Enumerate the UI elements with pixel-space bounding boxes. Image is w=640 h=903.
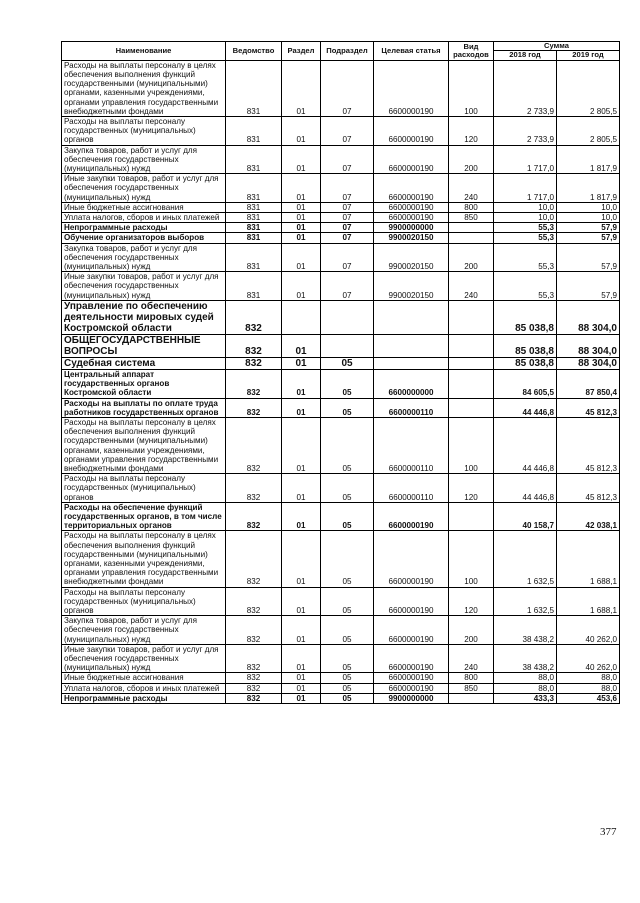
row-vedomstvo-cell: 832: [226, 502, 282, 531]
row-podrazdel-cell: 05: [321, 673, 374, 683]
row-expense-type-cell: 850: [449, 213, 494, 223]
table-row: [62, 369, 620, 398]
row-sum-2018-cell: 85 038,8: [494, 300, 557, 334]
row-sum-2019-cell: 45 812,3: [557, 474, 620, 503]
row-vedomstvo-cell: 832: [226, 683, 282, 693]
row-expense-type-cell: [449, 398, 494, 417]
row-vedomstvo-cell: 831: [226, 174, 282, 203]
row-sum-2019-cell: 40 262,0: [557, 644, 620, 673]
row-sum-2018-cell: 433,3: [494, 693, 557, 703]
row-sum-2018-cell: 88,0: [494, 673, 557, 683]
table-row: [62, 357, 620, 369]
row-podrazdel-cell: 07: [321, 272, 374, 301]
row-razdel-cell: 01: [282, 117, 321, 146]
row-sum-2018-cell: 1 717,0: [494, 145, 557, 174]
row-sum-2018-cell: 10,0: [494, 213, 557, 223]
row-name-cell: Иные закупки товаров, работ и услуг для обеспечения государственных (муниципальных) нужд: [62, 174, 226, 203]
row-expense-type-cell: 120: [449, 474, 494, 503]
row-name-cell: Расходы на выплаты персоналу государственных (муниципальных) органов: [62, 117, 226, 146]
row-sum-2019-cell: 88,0: [557, 673, 620, 683]
table-row: [62, 213, 620, 223]
row-expense-type-cell: 100: [449, 531, 494, 587]
row-podrazdel-cell: 07: [321, 145, 374, 174]
row-name-cell: Управление по обеспечению деятельности мировых судей Костромской области: [62, 300, 226, 334]
row-target-article-cell: 6600000190: [374, 673, 449, 683]
row-target-article-cell: [374, 300, 449, 334]
row-podrazdel-cell: 05: [321, 357, 374, 369]
row-name-cell: Закупка товаров, работ и услуг для обеспечения государственных (муниципальных) нужд: [62, 145, 226, 174]
row-podrazdel-cell: 07: [321, 174, 374, 203]
row-target-article-cell: 6600000190: [374, 587, 449, 616]
row-sum-2018-cell: 40 158,7: [494, 502, 557, 531]
row-vedomstvo-cell: 832: [226, 531, 282, 587]
row-sum-2019-cell: 2 805,5: [557, 117, 620, 146]
row-sum-2019-cell: 40 262,0: [557, 616, 620, 645]
row-sum-2019-cell: 10,0: [557, 202, 620, 212]
row-name-cell: Непрограммные расходы: [62, 693, 226, 703]
table-row: [62, 644, 620, 673]
header-razdel: Раздел: [282, 42, 321, 61]
row-podrazdel-cell: 07: [321, 60, 374, 116]
row-sum-2019-cell: 1 688,1: [557, 587, 620, 616]
row-sum-2018-cell: 38 438,2: [494, 644, 557, 673]
row-name-cell: Иные закупки товаров, работ и услуг для обеспечения государственных (муниципальных) нужд: [62, 272, 226, 301]
row-name-cell: Центральный аппарат государственных органов Костромской области: [62, 369, 226, 398]
row-razdel-cell: 01: [282, 357, 321, 369]
row-razdel-cell: 01: [282, 223, 321, 233]
row-target-article-cell: 6600000190: [374, 145, 449, 174]
row-sum-2018-cell: 55,3: [494, 272, 557, 301]
table-row: [62, 587, 620, 616]
row-sum-2018-cell: 38 438,2: [494, 616, 557, 645]
row-vedomstvo-cell: 832: [226, 369, 282, 398]
row-razdel-cell: 01: [282, 644, 321, 673]
row-sum-2019-cell: 1 688,1: [557, 531, 620, 587]
row-sum-2018-cell: 1 632,5: [494, 587, 557, 616]
row-sum-2019-cell: 10,0: [557, 213, 620, 223]
header-year-2018: 2018 год: [494, 51, 557, 60]
row-podrazdel-cell: 05: [321, 644, 374, 673]
row-expense-type-cell: 240: [449, 272, 494, 301]
row-vedomstvo-cell: 831: [226, 223, 282, 233]
row-podrazdel-cell: 05: [321, 587, 374, 616]
row-razdel-cell: 01: [282, 474, 321, 503]
row-vedomstvo-cell: 831: [226, 272, 282, 301]
row-podrazdel-cell: 07: [321, 233, 374, 243]
row-name-cell: Расходы на выплаты персоналу в целях обеспечения выполнения функций государственными (муниципальными) органами, казенными учреждениями, органами управления государственными внебюджетными фондами: [62, 417, 226, 473]
row-target-article-cell: 6600000110: [374, 474, 449, 503]
row-sum-2019-cell: 1 817,9: [557, 145, 620, 174]
row-expense-type-cell: 240: [449, 174, 494, 203]
budget-table: [61, 41, 620, 704]
row-sum-2019-cell: 88 304,0: [557, 334, 620, 357]
row-target-article-cell: [374, 357, 449, 369]
table-row: [62, 334, 620, 357]
row-expense-type-cell: 120: [449, 587, 494, 616]
row-razdel-cell: 01: [282, 587, 321, 616]
table-row: [62, 693, 620, 703]
table-row: [62, 60, 620, 116]
row-expense-type-cell: 200: [449, 616, 494, 645]
header-year-2019: 2019 год: [557, 51, 620, 60]
row-expense-type-cell: [449, 693, 494, 703]
row-sum-2018-cell: 85 038,8: [494, 357, 557, 369]
row-target-article-cell: 9900000000: [374, 223, 449, 233]
row-podrazdel-cell: 07: [321, 243, 374, 272]
row-sum-2019-cell: 45 812,3: [557, 417, 620, 473]
row-name-cell: Расходы на выплаты по оплате труда работников государственных органов: [62, 398, 226, 417]
row-podrazdel-cell: 07: [321, 213, 374, 223]
row-sum-2018-cell: 10,0: [494, 202, 557, 212]
row-podrazdel-cell: 05: [321, 616, 374, 645]
row-vedomstvo-cell: 832: [226, 300, 282, 334]
table-row: [62, 243, 620, 272]
row-razdel-cell: 01: [282, 272, 321, 301]
row-name-cell: Расходы на выплаты персоналу государственных (муниципальных) органов: [62, 474, 226, 503]
row-vedomstvo-cell: 831: [226, 60, 282, 116]
row-sum-2019-cell: 57,9: [557, 233, 620, 243]
row-expense-type-cell: 200: [449, 145, 494, 174]
row-sum-2018-cell: 44 446,8: [494, 417, 557, 473]
row-target-article-cell: 9900000000: [374, 693, 449, 703]
row-name-cell: Непрограммные расходы: [62, 223, 226, 233]
row-razdel-cell: 01: [282, 683, 321, 693]
row-podrazdel-cell: 05: [321, 531, 374, 587]
row-sum-2019-cell: 57,9: [557, 272, 620, 301]
row-vedomstvo-cell: 831: [226, 202, 282, 212]
row-sum-2018-cell: 55,3: [494, 243, 557, 272]
row-name-cell: Расходы на обеспечение функций государственных органов, в том числе территориальных органов: [62, 502, 226, 531]
row-target-article-cell: 6600000000: [374, 369, 449, 398]
row-sum-2018-cell: 2 733,9: [494, 60, 557, 116]
table-row: [62, 616, 620, 645]
row-target-article-cell: 6600000190: [374, 174, 449, 203]
row-sum-2018-cell: 84 605,5: [494, 369, 557, 398]
row-sum-2019-cell: 42 038,1: [557, 502, 620, 531]
row-sum-2019-cell: 1 817,9: [557, 174, 620, 203]
table-row: [62, 145, 620, 174]
row-expense-type-cell: 240: [449, 644, 494, 673]
row-expense-type-cell: 200: [449, 243, 494, 272]
row-target-article-cell: 9900020150: [374, 243, 449, 272]
row-expense-type-cell: 120: [449, 117, 494, 146]
row-expense-type-cell: [449, 233, 494, 243]
row-podrazdel-cell: 05: [321, 502, 374, 531]
row-vedomstvo-cell: 832: [226, 357, 282, 369]
header-target-article: Целевая статья: [374, 42, 449, 61]
row-sum-2019-cell: 453,6: [557, 693, 620, 703]
row-razdel-cell: 01: [282, 417, 321, 473]
row-target-article-cell: 6600000110: [374, 417, 449, 473]
table-row: [62, 474, 620, 503]
row-vedomstvo-cell: 832: [226, 474, 282, 503]
row-razdel-cell: 01: [282, 369, 321, 398]
row-expense-type-cell: [449, 334, 494, 357]
row-podrazdel-cell: 05: [321, 693, 374, 703]
table-row: [62, 683, 620, 693]
row-sum-2018-cell: 1 632,5: [494, 531, 557, 587]
row-name-cell: Иные бюджетные ассигнования: [62, 673, 226, 683]
row-razdel-cell: 01: [282, 334, 321, 357]
row-razdel-cell: 01: [282, 202, 321, 212]
table-row: [62, 202, 620, 212]
table-row: [62, 272, 620, 301]
table-row: [62, 300, 620, 334]
header-summa: Сумма: [494, 42, 620, 51]
table-row: [62, 673, 620, 683]
row-razdel-cell: 01: [282, 673, 321, 683]
table-row: [62, 117, 620, 146]
table-row: [62, 223, 620, 233]
row-sum-2019-cell: 88 304,0: [557, 300, 620, 334]
row-razdel-cell: [282, 300, 321, 334]
row-expense-type-cell: [449, 300, 494, 334]
row-podrazdel-cell: 05: [321, 683, 374, 693]
row-sum-2019-cell: 57,9: [557, 223, 620, 233]
row-target-article-cell: 6600000190: [374, 644, 449, 673]
table-row: [62, 398, 620, 417]
row-vedomstvo-cell: 832: [226, 417, 282, 473]
row-podrazdel-cell: 07: [321, 117, 374, 146]
row-name-cell: Расходы на выплаты персоналу государственных (муниципальных) органов: [62, 587, 226, 616]
row-name-cell: Иные бюджетные ассигнования: [62, 202, 226, 212]
row-vedomstvo-cell: 832: [226, 334, 282, 357]
row-razdel-cell: 01: [282, 145, 321, 174]
row-sum-2018-cell: 44 446,8: [494, 398, 557, 417]
row-expense-type-cell: [449, 223, 494, 233]
table-row: [62, 174, 620, 203]
row-target-article-cell: 6600000190: [374, 616, 449, 645]
row-expense-type-cell: 850: [449, 683, 494, 693]
row-name-cell: Расходы на выплаты персоналу в целях обеспечения выполнения функций государственными (муниципальными) органами, казенными учреждениями, органами управления государственными внебюджетными фондами: [62, 531, 226, 587]
row-target-article-cell: 9900020150: [374, 233, 449, 243]
row-vedomstvo-cell: 832: [226, 673, 282, 683]
row-sum-2019-cell: 88,0: [557, 683, 620, 693]
row-target-article-cell: 6600000190: [374, 202, 449, 212]
row-razdel-cell: 01: [282, 693, 321, 703]
row-name-cell: Закупка товаров, работ и услуг для обеспечения государственных (муниципальных) нужд: [62, 243, 226, 272]
row-sum-2018-cell: 2 733,9: [494, 117, 557, 146]
row-razdel-cell: 01: [282, 616, 321, 645]
header-name: Наименование: [62, 42, 226, 61]
row-razdel-cell: 01: [282, 174, 321, 203]
row-sum-2019-cell: 87 850,4: [557, 369, 620, 398]
row-target-article-cell: 6600000190: [374, 502, 449, 531]
row-sum-2019-cell: 45 812,3: [557, 398, 620, 417]
row-target-article-cell: [374, 334, 449, 357]
row-target-article-cell: 6600000190: [374, 117, 449, 146]
row-vedomstvo-cell: 832: [226, 616, 282, 645]
row-vedomstvo-cell: 831: [226, 213, 282, 223]
row-podrazdel-cell: 07: [321, 223, 374, 233]
row-sum-2019-cell: 2 805,5: [557, 60, 620, 116]
row-podrazdel-cell: 05: [321, 398, 374, 417]
table-body: [62, 60, 620, 703]
row-sum-2018-cell: 44 446,8: [494, 474, 557, 503]
row-target-article-cell: 6600000110: [374, 398, 449, 417]
row-target-article-cell: 6600000190: [374, 683, 449, 693]
row-expense-type-cell: [449, 357, 494, 369]
row-razdel-cell: 01: [282, 502, 321, 531]
header-vedomstvo: Ведомство: [226, 42, 282, 61]
row-expense-type-cell: [449, 369, 494, 398]
table-row: [62, 417, 620, 473]
table-row: [62, 531, 620, 587]
row-target-article-cell: 6600000190: [374, 213, 449, 223]
row-vedomstvo-cell: 832: [226, 398, 282, 417]
row-name-cell: Расходы на выплаты персоналу в целях обеспечения выполнения функций государственными (муниципальными) органами, казенными учреждениями, органами управления государственными внебюджетными фондами: [62, 60, 226, 116]
row-expense-type-cell: 800: [449, 202, 494, 212]
row-vedomstvo-cell: 832: [226, 693, 282, 703]
header-expense-type: Вид расходов: [449, 42, 494, 61]
row-name-cell: Уплата налогов, сборов и иных платежей: [62, 683, 226, 693]
row-razdel-cell: 01: [282, 398, 321, 417]
row-podrazdel-cell: 05: [321, 417, 374, 473]
row-vedomstvo-cell: 831: [226, 117, 282, 146]
row-target-article-cell: 6600000190: [374, 60, 449, 116]
row-target-article-cell: 9900020150: [374, 272, 449, 301]
row-name-cell: ОБЩЕГОСУДАРСТВЕННЫЕ ВОПРОСЫ: [62, 334, 226, 357]
row-sum-2018-cell: 55,3: [494, 233, 557, 243]
row-razdel-cell: 01: [282, 213, 321, 223]
row-podrazdel-cell: 05: [321, 474, 374, 503]
row-razdel-cell: 01: [282, 233, 321, 243]
row-vedomstvo-cell: 831: [226, 233, 282, 243]
row-sum-2018-cell: 55,3: [494, 223, 557, 233]
row-name-cell: Судебная система: [62, 357, 226, 369]
row-razdel-cell: 01: [282, 531, 321, 587]
row-sum-2018-cell: 85 038,8: [494, 334, 557, 357]
row-podrazdel-cell: 05: [321, 369, 374, 398]
row-razdel-cell: 01: [282, 243, 321, 272]
row-podrazdel-cell: 07: [321, 202, 374, 212]
row-name-cell: Иные закупки товаров, работ и услуг для обеспечения государственных (муниципальных) нужд: [62, 644, 226, 673]
table-row: [62, 502, 620, 531]
row-expense-type-cell: 800: [449, 673, 494, 683]
row-vedomstvo-cell: 831: [226, 145, 282, 174]
row-vedomstvo-cell: 831: [226, 243, 282, 272]
row-vedomstvo-cell: 832: [226, 644, 282, 673]
row-expense-type-cell: [449, 502, 494, 531]
row-expense-type-cell: 100: [449, 417, 494, 473]
row-name-cell: Закупка товаров, работ и услуг для обеспечения государственных (муниципальных) нужд: [62, 616, 226, 645]
row-expense-type-cell: 100: [449, 60, 494, 116]
row-razdel-cell: 01: [282, 60, 321, 116]
row-name-cell: Уплата налогов, сборов и иных платежей: [62, 213, 226, 223]
row-podrazdel-cell: [321, 300, 374, 334]
header-podrazdel: Подраздел: [321, 42, 374, 61]
table-row: [62, 233, 620, 243]
page-number: 377: [600, 826, 617, 838]
row-sum-2018-cell: 1 717,0: [494, 174, 557, 203]
row-sum-2018-cell: 88,0: [494, 683, 557, 693]
row-target-article-cell: 6600000190: [374, 531, 449, 587]
row-podrazdel-cell: [321, 334, 374, 357]
row-sum-2019-cell: 57,9: [557, 243, 620, 272]
row-name-cell: Обучение организаторов выборов: [62, 233, 226, 243]
row-sum-2019-cell: 88 304,0: [557, 357, 620, 369]
row-vedomstvo-cell: 832: [226, 587, 282, 616]
